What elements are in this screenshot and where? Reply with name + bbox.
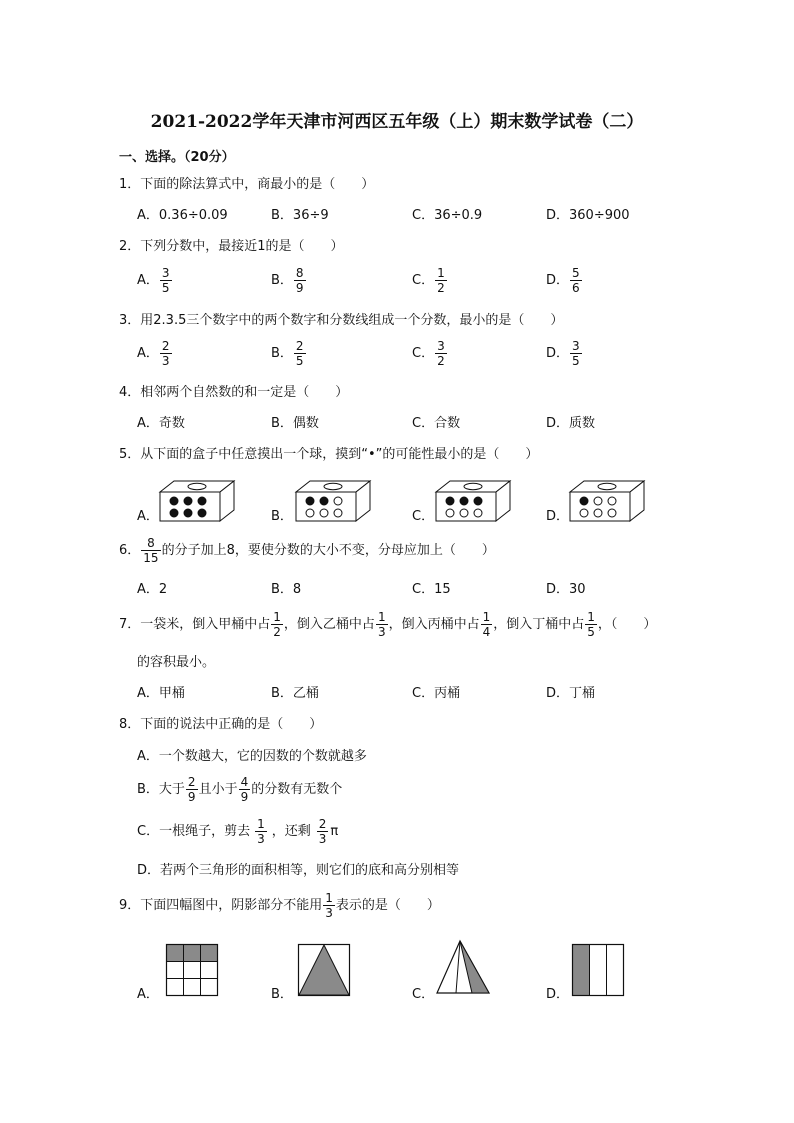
box-opening [188,483,206,489]
q8-option-c[interactable]: C．一根绳子，剪去 $\frac{1}{3}$ ，还剩 $\frac{2}{3}$ π [137,817,339,846]
black-ball [184,509,192,517]
question-7-line2: 的容积最小。 [137,655,216,670]
q9-option-d-label[interactable]: D． [546,987,570,1002]
fraction: $\frac{1}{2}$ [437,266,445,295]
question-number: 6． [119,543,141,558]
figure-a-grid [166,944,218,996]
page-title: 2021-2022学年天津市河西区五年级（上）期末数学试卷（二） [150,112,644,132]
white-ball [446,509,454,517]
q6-option-d[interactable]: D．30 [546,582,586,597]
box-opening [598,483,616,489]
q8-option-b[interactable]: B．大于 $\frac{2}{9}$ 且小于 $\frac{4}{9}$ 的分数有无数个 [137,775,343,804]
option-letter: A． [137,346,159,361]
fraction: $\frac{2}{3}$ [318,817,327,846]
q7-option-b[interactable]: B．乙桶 [271,686,319,701]
question-7-stem: 7．一袋米，倒入甲桶中占 $\frac{1}{2}$ ，倒入乙桶中占 $\frac{1}{3}$ ，倒入丙桶中占 $\frac{1}{4}$ ，倒入丁桶中占 $\frac{1}{5}$ ，（ ） [119,610,657,639]
q1-option-a[interactable]: A．0.36÷0.09 [137,208,228,223]
white-ball [320,509,328,517]
fraction: $\frac{8}{15}$ [143,536,159,565]
q9-option-a-label[interactable]: A． [137,987,159,1002]
fraction: $\frac{1}{2}$ [273,610,281,639]
section-heading: 一、选择。（20分） [119,150,235,165]
white-ball [608,497,616,505]
question-text: 的分子加上8，要使分数的大小不变，分母应加上（ ） [161,543,495,558]
black-ball [184,497,192,505]
fraction: $\frac{3}{5}$ [161,266,170,295]
figure-d-columns [572,944,624,996]
option-letter: D． [546,346,570,361]
q3-option-c[interactable] [412,339,448,368]
black-ball [170,497,178,505]
fraction: $\frac{4}{9}$ [240,775,249,804]
question-8-stem: 8．下面的说法中正确的是（ ） [119,717,323,732]
q9-option-c-label[interactable]: C． [412,987,435,1002]
black-ball [446,497,454,505]
black-ball [198,509,206,517]
q3-option-b[interactable] [271,339,307,368]
fraction: $\frac{1}{3}$ [377,610,386,639]
white-ball [580,509,588,517]
q1-option-d[interactable]: D．360÷900 [546,208,630,223]
white-ball [474,509,482,517]
fraction: $\frac{2}{3}$ [161,339,170,368]
fraction: $\frac{3}{2}$ [437,339,445,368]
q8-option-d[interactable]: D．若两个三角形的面积相等，则它们的底和高分别相等 [137,863,460,878]
question-9-stem: 9．下面四幅图中，阴影部分不能用 $\frac{1}{3}$ 表示的是（ ） [119,891,440,920]
white-ball [306,509,314,517]
q7-option-a[interactable]: A．甲桶 [137,686,185,701]
question-3-stem: 3．用2.3.5三个数字中的两个数字和分数线组成一个分数，最小的是（ ） [119,313,564,328]
option-letter: C． [412,346,435,361]
white-ball [608,509,616,517]
q8-option-a[interactable]: A．一个数越大，它的因数的个数就越多 [137,749,367,764]
black-ball [580,497,588,505]
q6-option-c[interactable]: C．15 [412,582,451,597]
black-ball [320,497,328,505]
q5-option-b-label[interactable]: B． [271,509,293,524]
fraction: $\frac{5}{6}$ [572,266,580,295]
black-ball [170,509,178,517]
q2-option-a[interactable] [137,266,173,295]
white-ball [334,509,342,517]
q7-option-c[interactable]: C．丙桶 [412,686,461,701]
black-ball [460,497,468,505]
ball-box-b [296,480,372,522]
fraction: $\frac{1}{5}$ [587,610,595,639]
option-letter: D． [546,273,570,288]
q4-option-d[interactable]: D．质数 [546,416,596,431]
question-4-stem: 4．相邻两个自然数的和一定是（ ） [119,385,349,400]
figure-c-pyramid [436,940,490,996]
fraction: $\frac{1}{3}$ [325,891,333,920]
question-1-stem: 1．下面的除法算式中，商最小的是（ ） [119,177,375,192]
option-letter: B． [271,273,293,288]
fraction: $\frac{2}{9}$ [187,775,196,804]
white-ball [594,497,602,505]
ball-box-a [160,480,236,522]
black-ball [474,497,482,505]
q5-option-c-label[interactable]: C． [412,509,435,524]
q9-option-b-label[interactable]: B． [271,987,293,1002]
q2-option-d[interactable] [546,266,583,295]
question-6-stem [119,536,495,565]
q2-option-b[interactable] [271,266,307,295]
black-ball [198,497,206,505]
q2-option-c[interactable] [412,266,448,295]
option-letter: B． [271,346,293,361]
fraction: $\frac{2}{5}$ [295,339,304,368]
q5-option-d-label[interactable]: D． [546,509,570,524]
fraction: $\frac{8}{9}$ [295,266,304,295]
fraction: $\frac{1}{4}$ [482,610,491,639]
question-2-stem: 2．下列分数中，最接近1的是（ ） [119,239,344,254]
q5-option-a-label[interactable]: A． [137,509,159,524]
option-letter: C． [412,273,435,288]
q4-option-a[interactable]: A．奇数 [137,416,185,431]
box-opening [464,483,482,489]
question-5-stem: 5．从下面的盒子中任意摸出一个球，摸到“•”的可能性最小的是（ ） [119,447,539,462]
q6-option-a[interactable]: A．2 [137,582,168,597]
fraction: $\frac{3}{5}$ [572,339,580,368]
black-ball [306,497,314,505]
ball-box-d [570,480,646,522]
q3-option-d[interactable] [546,339,583,368]
q3-option-a[interactable] [137,339,173,368]
q1-option-c[interactable]: C．36÷0.9 [412,208,483,223]
q1-option-b[interactable]: B．36÷9 [271,208,329,223]
q4-option-c[interactable]: C．合数 [412,416,461,431]
option-letter: A． [137,273,159,288]
white-ball [460,509,468,517]
white-ball [594,509,602,517]
box-opening [324,483,342,489]
q4-option-b[interactable]: B．偶数 [271,416,319,431]
q7-option-d[interactable]: D．丁桶 [546,686,596,701]
figure-b-square-triangle [298,944,350,996]
fraction: $\frac{1}{3}$ [257,817,265,846]
q6-option-b[interactable]: B．8 [271,582,302,597]
ball-box-c [436,480,512,522]
white-ball [334,497,342,505]
